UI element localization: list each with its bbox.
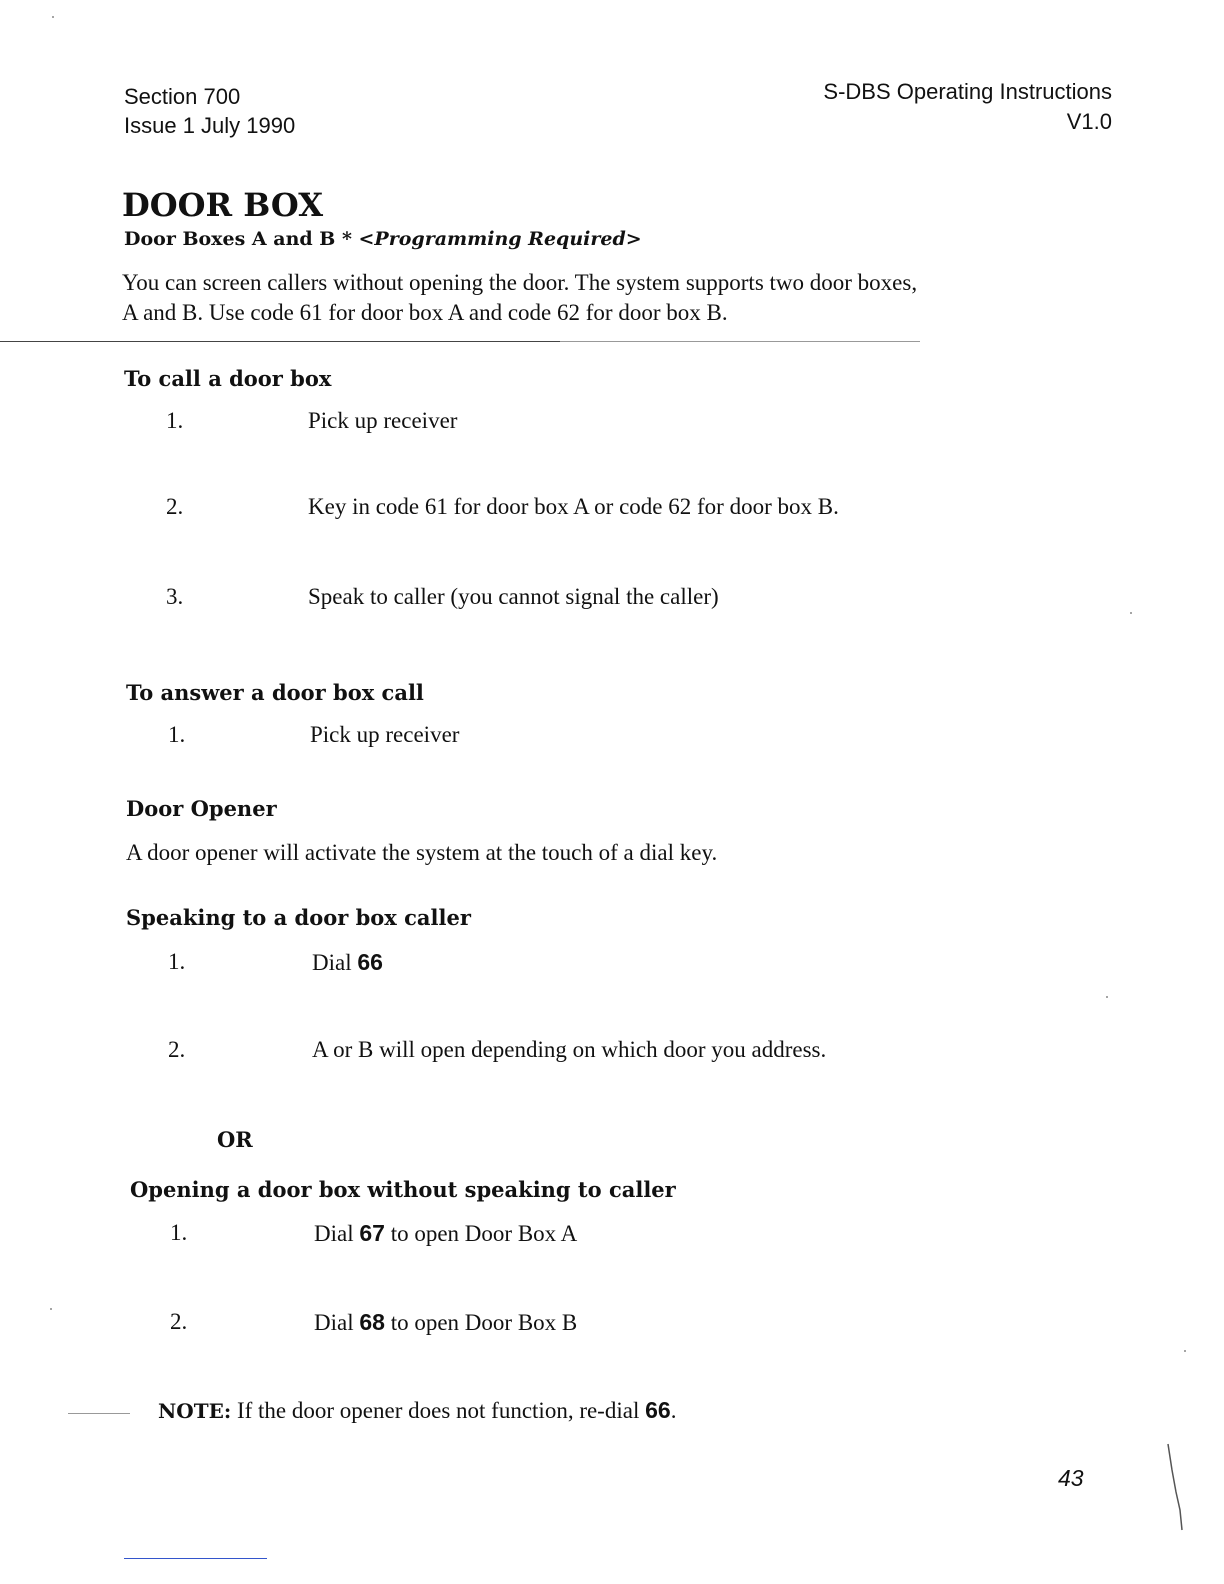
opening-step-1-pre: Dial bbox=[314, 1221, 360, 1246]
call-step-2-number: 2. bbox=[166, 494, 184, 519]
answer-step-1-text: Pick up receiver bbox=[310, 722, 460, 747]
scan-speck bbox=[1130, 612, 1132, 614]
call-step-2-text: Key in code 61 for door box A or code 62 for door box B. bbox=[308, 494, 839, 519]
note-label: NOTE: bbox=[158, 1399, 232, 1423]
speaking-step-1-code: 66 bbox=[357, 949, 383, 975]
opening-step-2-pre: Dial bbox=[314, 1310, 360, 1335]
header-section: Section 700 bbox=[124, 84, 241, 109]
note-code: 66 bbox=[645, 1397, 671, 1423]
scan-mark-icon bbox=[1160, 1440, 1200, 1540]
page-number: 43 bbox=[1058, 1465, 1084, 1491]
note-paragraph bbox=[158, 1397, 676, 1424]
opening-step-1-number: 1. bbox=[170, 1220, 188, 1245]
opening-step-2-post: to open Door Box B bbox=[384, 1310, 578, 1335]
scan-speck bbox=[50, 1308, 52, 1310]
opening-step-1-code: 67 bbox=[359, 1220, 385, 1246]
call-step-1-number: 1. bbox=[166, 408, 184, 433]
subtitle-italic: <Programming Required> bbox=[358, 228, 642, 250]
or-label: OR bbox=[217, 1127, 253, 1152]
note-end: . bbox=[670, 1398, 677, 1423]
call-section-heading: To call a door box bbox=[124, 366, 332, 391]
speaking-step-1-number: 1. bbox=[168, 949, 186, 974]
answer-section-heading: To answer a door box call bbox=[126, 680, 424, 705]
note-margin-dash bbox=[68, 1413, 130, 1414]
subtitle-main: Door Boxes A and B * bbox=[124, 228, 359, 250]
note-text: If the door opener does not function, re-dial bbox=[231, 1398, 646, 1423]
intro-line-2: A and B. Use code 61 for door box A and code 62 for door box B. bbox=[122, 300, 728, 325]
opener-description: A door opener will activate the system at the touch of a dial key. bbox=[126, 840, 718, 865]
header-version: V1.0 bbox=[1066, 109, 1112, 134]
opening-step-1-post: to open Door Box A bbox=[384, 1221, 578, 1246]
call-step-3-text: Speak to caller (you cannot signal the caller) bbox=[308, 584, 719, 609]
page-subtitle bbox=[124, 228, 642, 250]
opener-section-heading: Door Opener bbox=[126, 796, 277, 821]
speaking-step-1-pre: Dial bbox=[312, 950, 358, 975]
divider-rule-faded bbox=[560, 341, 920, 342]
divider-rule bbox=[0, 341, 560, 342]
opening-step-2-text bbox=[314, 1309, 577, 1336]
opening-step-1-text bbox=[314, 1220, 577, 1247]
opening-step-2-code: 68 bbox=[359, 1309, 385, 1335]
header-document-title: S-DBS Operating Instructions bbox=[823, 79, 1112, 104]
speaking-section-heading: Speaking to a door box caller bbox=[126, 905, 471, 930]
page-title: DOOR BOX bbox=[122, 186, 324, 224]
footer-rule bbox=[124, 1558, 267, 1559]
call-step-1-text: Pick up receiver bbox=[308, 408, 458, 433]
speaking-step-1-text bbox=[312, 949, 383, 976]
opening-step-2-number: 2. bbox=[170, 1309, 188, 1334]
call-step-3-number: 3. bbox=[166, 584, 184, 609]
scan-speck bbox=[1106, 996, 1108, 998]
speaking-step-2-text: A or B will open depending on which door you address. bbox=[312, 1037, 827, 1062]
header-issue-date: Issue 1 July 1990 bbox=[124, 113, 296, 138]
answer-step-1-number: 1. bbox=[168, 722, 186, 747]
intro-line-1: You can screen callers without opening the door. The system supports two door boxes, bbox=[122, 270, 918, 295]
speaking-step-2-number: 2. bbox=[168, 1037, 186, 1062]
scan-speck bbox=[52, 16, 54, 18]
opening-section-heading: Opening a door box without speaking to caller bbox=[130, 1177, 676, 1202]
scan-speck bbox=[1184, 1350, 1186, 1352]
